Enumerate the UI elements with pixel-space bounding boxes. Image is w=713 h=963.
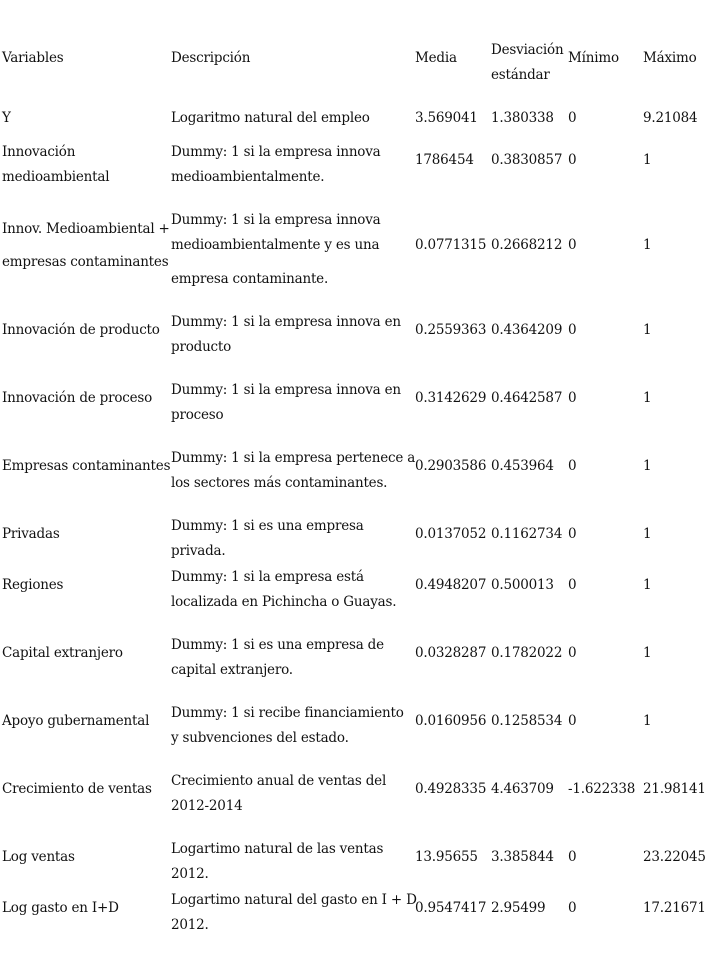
variable-description: Dummy: 1 si la empresa innova en bbox=[171, 314, 401, 330]
value-maximo: 9.21084 bbox=[643, 110, 698, 126]
header-minimo: Mínimo bbox=[568, 50, 619, 66]
value-media: 13.95655 bbox=[415, 849, 478, 865]
variable-description: privada. bbox=[171, 543, 226, 559]
value-desviacion: 0.500013 bbox=[491, 577, 554, 593]
variable-description: los sectores más contaminantes. bbox=[171, 475, 388, 491]
variable-name: Log ventas bbox=[2, 849, 75, 865]
variable-description: Logartimo natural del gasto en I + D bbox=[171, 892, 417, 908]
variable-description: 2012. bbox=[171, 866, 209, 882]
variable-description: Dummy: 1 si la empresa innova en bbox=[171, 382, 401, 398]
value-desviacion: 3.385844 bbox=[491, 849, 554, 865]
value-media: 0.0771315 bbox=[415, 237, 487, 253]
variable-description: Dummy: 1 si recibe financiamiento bbox=[171, 705, 404, 721]
value-desviacion: 1.380338 bbox=[491, 110, 554, 126]
value-desviacion: 4.463709 bbox=[491, 781, 554, 797]
variable-name: Log gasto en I+D bbox=[2, 900, 119, 916]
variable-description: capital extranjero. bbox=[171, 662, 293, 678]
value-desviacion: 0.2668212 bbox=[491, 237, 563, 253]
value-minimo: -1.622338 bbox=[568, 781, 636, 797]
variable-name: Innovación bbox=[2, 144, 76, 160]
variable-description: 2012-2014 bbox=[171, 798, 243, 814]
variable-description: medioambientalmente. bbox=[171, 169, 325, 185]
variable-description: empresa contaminante. bbox=[171, 271, 329, 287]
variable-name: Innovación de proceso bbox=[2, 390, 153, 406]
value-minimo: 0 bbox=[568, 900, 577, 916]
variable-name: Regiones bbox=[2, 577, 64, 593]
variable-description: medioambientalmente y es una bbox=[171, 237, 380, 253]
value-minimo: 0 bbox=[568, 526, 577, 542]
value-minimo: 0 bbox=[568, 713, 577, 729]
value-maximo: 1 bbox=[643, 152, 652, 168]
value-minimo: 0 bbox=[568, 645, 577, 661]
value-media: 0.9547417 bbox=[415, 900, 487, 916]
variable-name: Empresas contaminantes bbox=[2, 458, 171, 474]
variable-description: proceso bbox=[171, 407, 224, 423]
header-variables: Variables bbox=[2, 50, 64, 66]
value-maximo: 17.21671 bbox=[643, 900, 706, 916]
variable-description: Crecimiento anual de ventas del bbox=[171, 773, 387, 789]
value-minimo: 0 bbox=[568, 110, 577, 126]
value-desviacion: 0.4642587 bbox=[491, 390, 563, 406]
variable-description: Dummy: 1 si la empresa innova bbox=[171, 212, 381, 228]
variable-name: Apoyo gubernamental bbox=[2, 713, 150, 729]
header-desviacion-line1: Desviación bbox=[491, 42, 564, 58]
value-media: 0.0160956 bbox=[415, 713, 487, 729]
variable-description: y subvenciones del estado. bbox=[171, 730, 349, 746]
value-maximo: 21.98141 bbox=[643, 781, 706, 797]
value-maximo: 1 bbox=[643, 458, 652, 474]
variable-description: localizada en Pichincha o Guayas. bbox=[171, 594, 397, 610]
value-maximo: 1 bbox=[643, 526, 652, 542]
value-maximo: 1 bbox=[643, 713, 652, 729]
variable-description: Logaritmo natural del empleo bbox=[171, 110, 370, 126]
variable-name: Crecimiento de ventas bbox=[2, 781, 152, 797]
variable-name: medioambiental bbox=[2, 169, 110, 185]
value-desviacion: 0.3830857 bbox=[491, 152, 563, 168]
value-media: 3.569041 bbox=[415, 110, 478, 126]
value-maximo: 1 bbox=[643, 237, 652, 253]
value-maximo: 23.22045 bbox=[643, 849, 706, 865]
value-media: 0.0328287 bbox=[415, 645, 487, 661]
value-media: 0.4948207 bbox=[415, 577, 487, 593]
variable-name: Innovación de producto bbox=[2, 322, 160, 338]
header-descripcion: Descripción bbox=[171, 50, 251, 66]
variable-description: Dummy: 1 si la empresa está bbox=[171, 569, 364, 585]
value-desviacion: 0.1782022 bbox=[491, 645, 563, 661]
variable-name: Privadas bbox=[2, 526, 60, 542]
value-minimo: 0 bbox=[568, 849, 577, 865]
variable-description: 2012. bbox=[171, 917, 209, 933]
variable-name: empresas contaminantes bbox=[2, 254, 169, 270]
value-maximo: 1 bbox=[643, 322, 652, 338]
variable-description: Dummy: 1 si la empresa innova bbox=[171, 144, 381, 160]
value-media: 0.3142629 bbox=[415, 390, 487, 406]
value-desviacion: 0.4364209 bbox=[491, 322, 563, 338]
value-minimo: 0 bbox=[568, 322, 577, 338]
variable-name: Y bbox=[2, 110, 11, 126]
value-desviacion: 0.453964 bbox=[491, 458, 554, 474]
value-minimo: 0 bbox=[568, 390, 577, 406]
value-maximo: 1 bbox=[643, 645, 652, 661]
value-maximo: 1 bbox=[643, 577, 652, 593]
value-maximo: 1 bbox=[643, 390, 652, 406]
header-desviacion-line2: estándar bbox=[491, 67, 550, 83]
value-media: 0.4928335 bbox=[415, 781, 487, 797]
value-desviacion: 0.1258534 bbox=[491, 713, 563, 729]
value-media: 0.2903586 bbox=[415, 458, 487, 474]
header-media: Media bbox=[415, 50, 457, 66]
value-minimo: 0 bbox=[568, 458, 577, 474]
value-desviacion: 2.95499 bbox=[491, 900, 546, 916]
variable-description: Dummy: 1 si es una empresa de bbox=[171, 637, 384, 653]
value-media: 0.0137052 bbox=[415, 526, 487, 542]
variable-description: Logartimo natural de las ventas bbox=[171, 841, 384, 857]
variable-description: Dummy: 1 si es una empresa bbox=[171, 518, 364, 534]
variable-name: Capital extranjero bbox=[2, 645, 123, 661]
value-minimo: 0 bbox=[568, 152, 577, 168]
variable-name: Innov. Medioambiental + bbox=[2, 221, 170, 237]
variable-description: Dummy: 1 si la empresa pertenece a bbox=[171, 450, 416, 466]
header-maximo: Máximo bbox=[643, 50, 697, 66]
value-desviacion: 0.1162734 bbox=[491, 526, 563, 542]
value-media: 0.2559363 bbox=[415, 322, 487, 338]
value-minimo: 0 bbox=[568, 577, 577, 593]
value-minimo: 0 bbox=[568, 237, 577, 253]
value-media: 1786454 bbox=[415, 152, 474, 168]
variable-description: producto bbox=[171, 339, 232, 355]
